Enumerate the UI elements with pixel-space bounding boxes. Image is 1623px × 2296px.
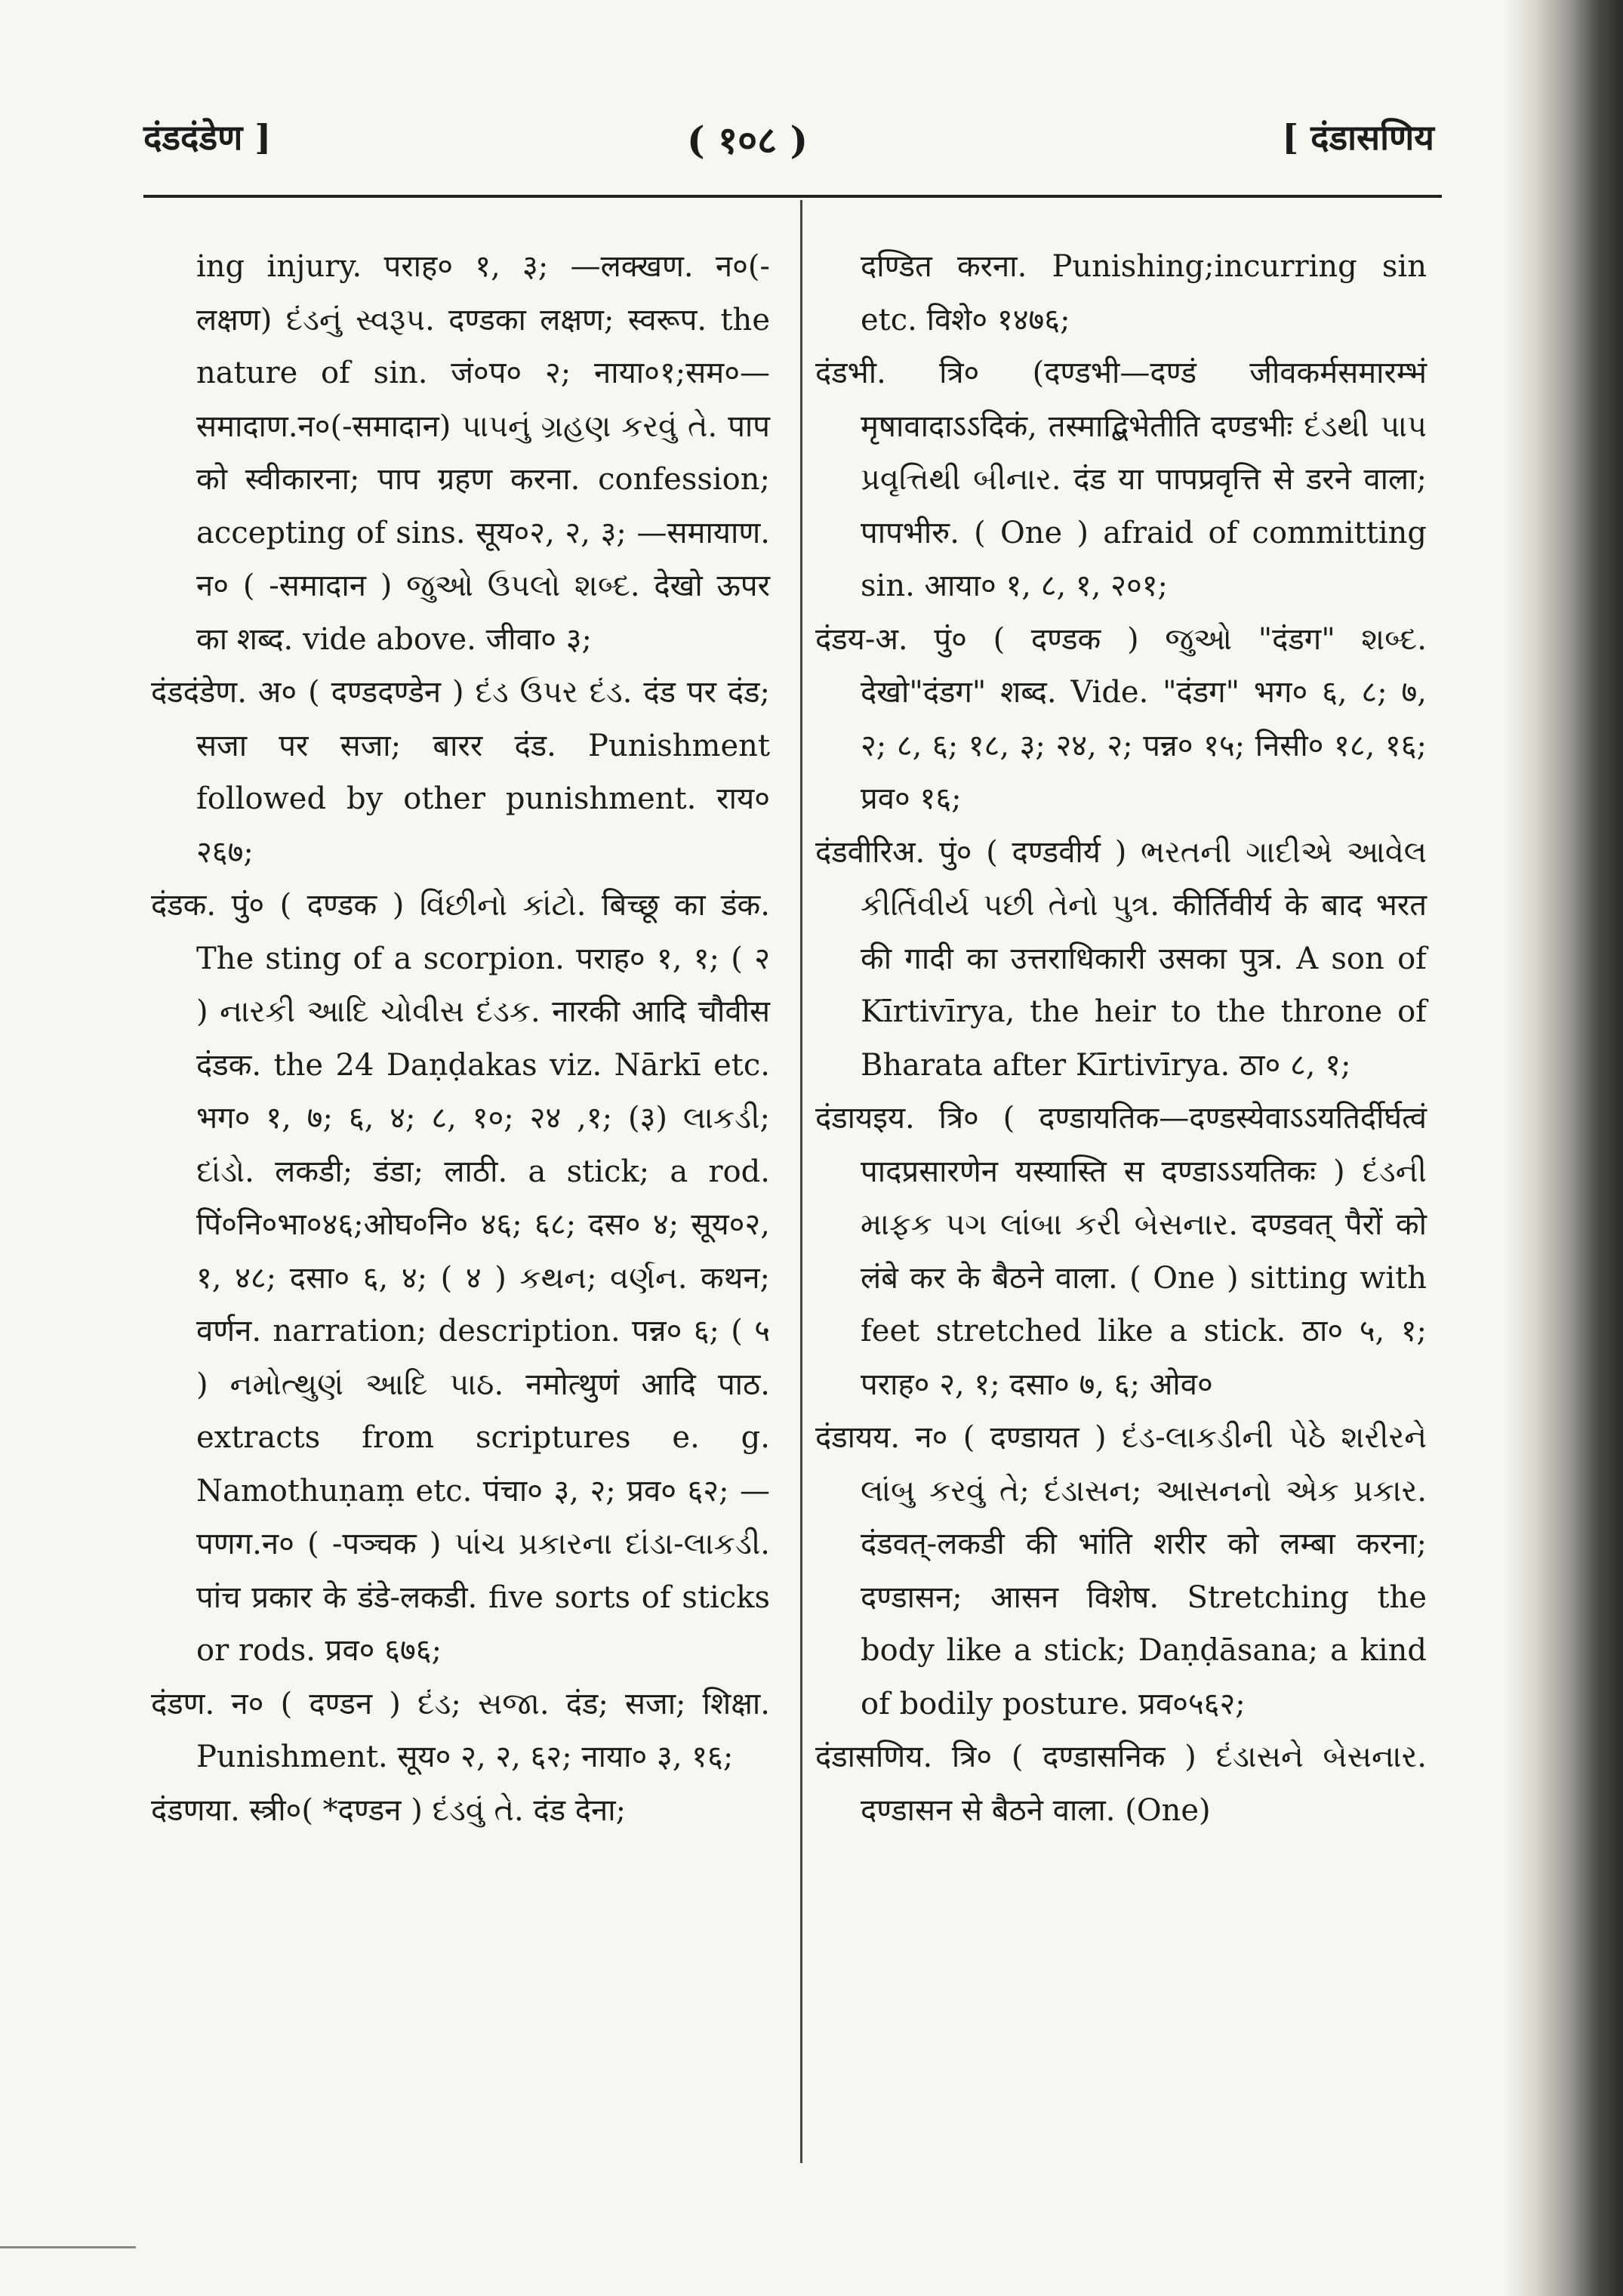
dictionary-entry: दण्डित करना. Punishing;incurring sin etc. विशे० १४७६;: [861, 249, 1427, 337]
header-first-word: दंडदंडेण ]: [143, 117, 272, 158]
dictionary-entry: दंडण. न० ( दण्डन ) દંડ; સજા. दंड; सजा; शिक्षा. Punishment. सूय० २, २, ६२; नाया० ३, १६;: [151, 1686, 770, 1774]
left-column: [151, 240, 770, 1837]
page-number: ( १०८ ): [687, 118, 808, 162]
page-header: [143, 113, 1442, 174]
dictionary-entry: दंडभी. त्रि० (दण्डभी—दण्डं जीवकर्मसमारम्भं मृषावादाऽऽदिकं, तस्माद्बिभेतीति दण्डभीः દંડથી પાપ પ્રવૃત્તિથી બીનાર. दंड या पापप्रवृत्ति से डरने वाला; पापभीरु. ( One ) afraid of committing sin. आया० १, ८, १, २०१;: [815, 356, 1427, 603]
dictionary-entry: दंडवीरिअ. पुं० ( दण्डवीर्य ) ભરતની ગાદીએ આવેલ કીર્તિવીર્ય પછી તેનો પુત્ર. कीर्तिवीर्य के बाद भरत की गादी का उत्तराधिकारी उसका पुत्र. A son of Kīrtivīrya, the heir to the throne of Bharata after Kīrtivīrya. ठा० ८, १;: [815, 834, 1427, 1083]
dictionary-entry: दंडक. पुं० ( दण्डक ) વિંછીનો કાંટો. बिच्छू का डंक. The sting of a scorpion. पराह० १, १; ( २ ) નારકી આદિ ચોવીસ દંડક. नारकी आदि चौवीस दंडक. the 24 Daṇḍakas viz. Nārkī etc. भग० १, ७; ६, ४; ८, १०; २४ ,१; (३) લાકડી; દાંડો. लकडी; डंडा; लाठी. a stick; a rod. पिं०नि०भा०४६;ओघ०नि० ४६; ६८; दस० ४; सूय०२, १, ४८; दसा० ६, ४; ( ४ ) કથન; વર્ણન. कथन; वर्णन. narration; description. पन्न० ६; ( ५ ) નમોત્થુણં આદિ પાઠ. नमोत्थुणं आदि पाठ. extracts from scriptures e. g. Namothuṇaṃ etc. पंचा० ३, २; प्रव० ६२; —पणग.न० ( -पञ्चक ) પાંચ પ્રકારના દાંડા-લાકડી. पांच प्रकार के डंडे-लकडी. five sorts of sticks or rods. प्रव० ६७६;: [151, 888, 770, 1668]
dictionary-entry: दंडासणिय. त्रि० ( दण्डासनिक ) દંડાસને બેસનાર. दण्डासन से बैठने वाला. (One): [815, 1740, 1427, 1828]
dictionary-entry: दंडायय. न० ( दण्डायत ) દંડ-લાકડીની પેઠે શરીરને લાંબુ કરવું તે; દંડાસન; આસનનો એક પ્રકાર. दंडवत्-लकडी की भांति शरीर को लम्बा करना; दण्डासन; आसन विशेष. Stretching the body like a stick; Daṇḍāsana; a kind of bodily posture. प्रव०५६२;: [815, 1420, 1427, 1721]
dictionary-entry: दंडणया. स्त्री०( *दण्डन ) દંડવું તે. दंड देना;: [151, 1792, 627, 1828]
right-column: [815, 240, 1427, 1837]
page-edge-shadow: [1502, 0, 1623, 2296]
dictionary-entry: दंडय-अ. पुं० ( दण्डक ) જુઓ "दंडग" શબ્દ. देखो"दंडग" शब्द. Vide. "दंडग" भग० ६, ८; ७, २; ८, ६; १८, ३; २४, २; पन्न० १५; निसी० १८, १६; प्रव० १६;: [815, 621, 1427, 816]
dictionary-entry: दंडदंडेण. अ० ( दण्डदण्डेन ) દંડ ઉપર દંડ. दंड पर दंड; सजा पर सजा; बारर दंड. Punishment followed by other punishment. राय० २६७;: [151, 675, 770, 870]
header-rule: [143, 195, 1442, 198]
header-last-word: [ दंडासणिय: [1282, 117, 1434, 158]
column-divider: [800, 200, 802, 2163]
bottom-rule: [0, 2246, 136, 2248]
dictionary-entry: ing injury. पराह० १, ३; —लक्खण. न०(-लक्षण) દંડનું સ્વરૂપ. दण्डका लक्षण; स्वरूप. the nature of sin. जं०प० २; नाया०१;सम०—समादाण.न०(-समादान) પાપનું ગ્રહણ કરવું તે. पाप को स्वीकारना; पाप ग्रहण करना. confession; accepting of sins. सूय०२, २, ३; —समायाण. न० ( -समादान ) જુઓ ઉપલો શબ્દ. देखो ऊपर का शब्द. vide above. जीवा० ३;: [196, 249, 770, 657]
dictionary-entry: दंडायइय. त्रि० ( दण्डायतिक—दण्डस्येवाऽऽयतिर्दीर्घत्वं पादप्रसारणेन यस्यास्ति स दण्डाऽऽयतिकः ) દંડની માફક પગ લાંબા કરી બેસનાર. दण्डवत् पैरों को लंबे कर के बैठने वाला. ( One ) sitting with feet stretched like a stick. ठा० ५, १; पराह० २, १; दसा० ७, ६; ओव०: [815, 1101, 1427, 1402]
